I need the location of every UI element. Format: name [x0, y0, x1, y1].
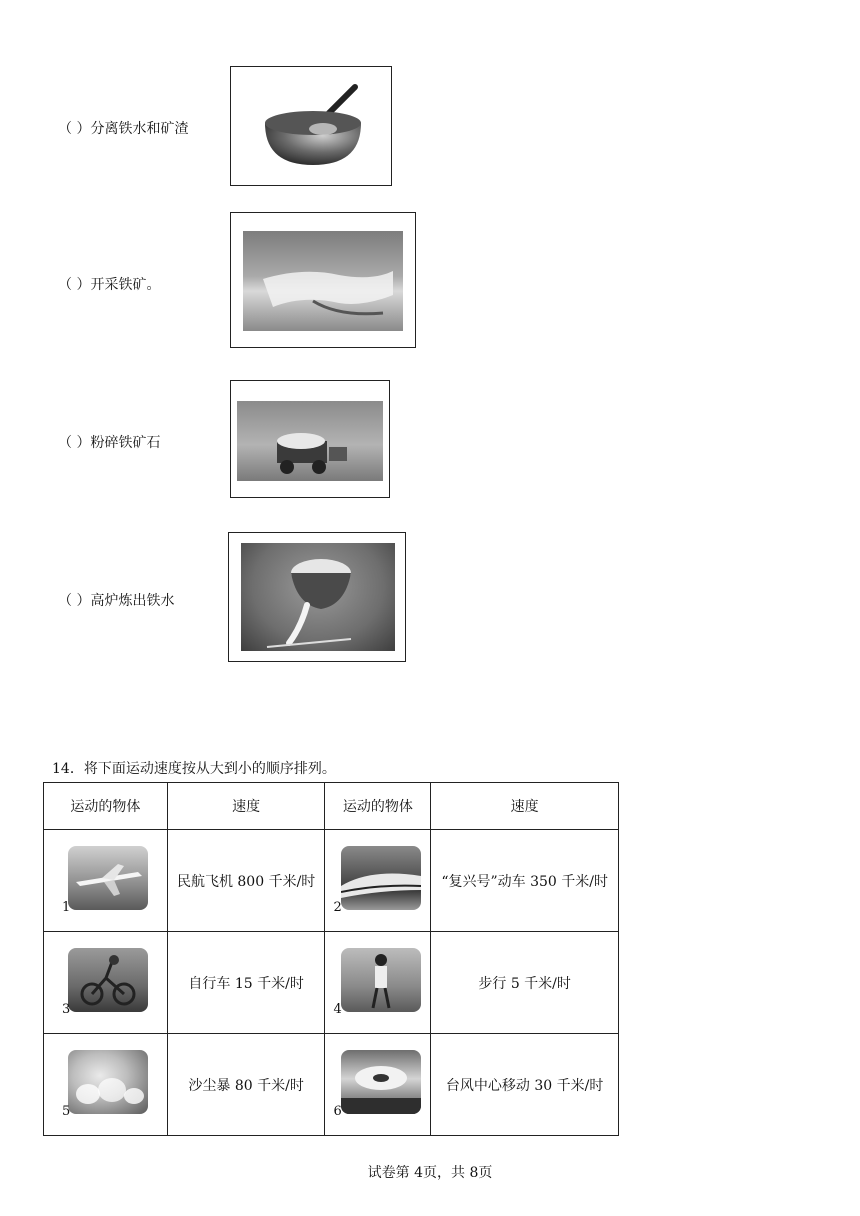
question-title: 14．将下面运动速度按从大到小的顺序排列。 [52, 761, 336, 777]
molten-flow-icon [243, 231, 403, 331]
typhoon-icon [341, 1050, 421, 1114]
wok-image [230, 66, 392, 186]
furnace-image [228, 532, 406, 662]
speed-table [43, 782, 619, 1136]
table-row [44, 830, 619, 932]
airplane-icon [68, 846, 148, 910]
item-number: 3 [62, 1002, 71, 1017]
step-label-mining: （ ）开采铁矿。 [58, 277, 161, 293]
speed-cell: 台风中心移动 30 千米/时 [431, 1034, 619, 1136]
mining-photo [243, 231, 403, 331]
header-speed: 速度 [167, 783, 325, 830]
bicycle-icon [68, 948, 148, 1012]
typhoon-photo [341, 1050, 421, 1114]
crushing-photo [237, 401, 383, 481]
object-cell [325, 830, 431, 932]
wok-icon [231, 67, 391, 185]
header-speed: 速度 [431, 783, 619, 830]
item-number: 5 [62, 1104, 71, 1119]
table-row [44, 1034, 619, 1136]
train-photo [341, 846, 421, 910]
object-cell [44, 830, 168, 932]
airplane-photo [68, 846, 148, 910]
crushing-image [230, 380, 390, 498]
step-label-furnace: （ ）高炉炼出铁水 [58, 593, 175, 609]
sandstorm-icon [68, 1050, 148, 1114]
item-number: 2 [333, 900, 342, 915]
step-label-crush: （ ）粉碎铁矿石 [58, 435, 161, 451]
object-cell [44, 932, 168, 1034]
speed-cell: 沙尘暴 80 千米/时 [167, 1034, 325, 1136]
page-footer: 试卷第 4页，共 8页 [367, 1165, 493, 1181]
furnace-photo [241, 543, 395, 651]
pouring-ladle-icon [241, 543, 395, 651]
dump-truck-icon [237, 401, 383, 481]
item-number: 4 [333, 1002, 342, 1017]
object-cell [325, 932, 431, 1034]
mining-image [230, 212, 416, 348]
walking-person-icon [341, 948, 421, 1012]
speed-cell: 民航飞机 800 千米/时 [167, 830, 325, 932]
item-number: 1 [62, 900, 71, 915]
train-icon [341, 846, 421, 910]
bicycle-photo [68, 948, 148, 1012]
table-header-row [44, 783, 619, 830]
sandstorm-photo [68, 1050, 148, 1114]
speed-cell: “复兴号”动车 350 千米/时 [431, 830, 619, 932]
item-number: 6 [333, 1104, 342, 1119]
step-label-separate: （ ）分离铁水和矿渣 [58, 121, 189, 137]
speed-cell: 自行车 15 千米/时 [167, 932, 325, 1034]
walking-photo [341, 948, 421, 1012]
table-row [44, 932, 619, 1034]
object-cell [44, 1034, 168, 1136]
speed-cell: 步行 5 千米/时 [431, 932, 619, 1034]
header-object: 运动的物体 [44, 783, 168, 830]
object-cell [325, 1034, 431, 1136]
header-object: 运动的物体 [325, 783, 431, 830]
